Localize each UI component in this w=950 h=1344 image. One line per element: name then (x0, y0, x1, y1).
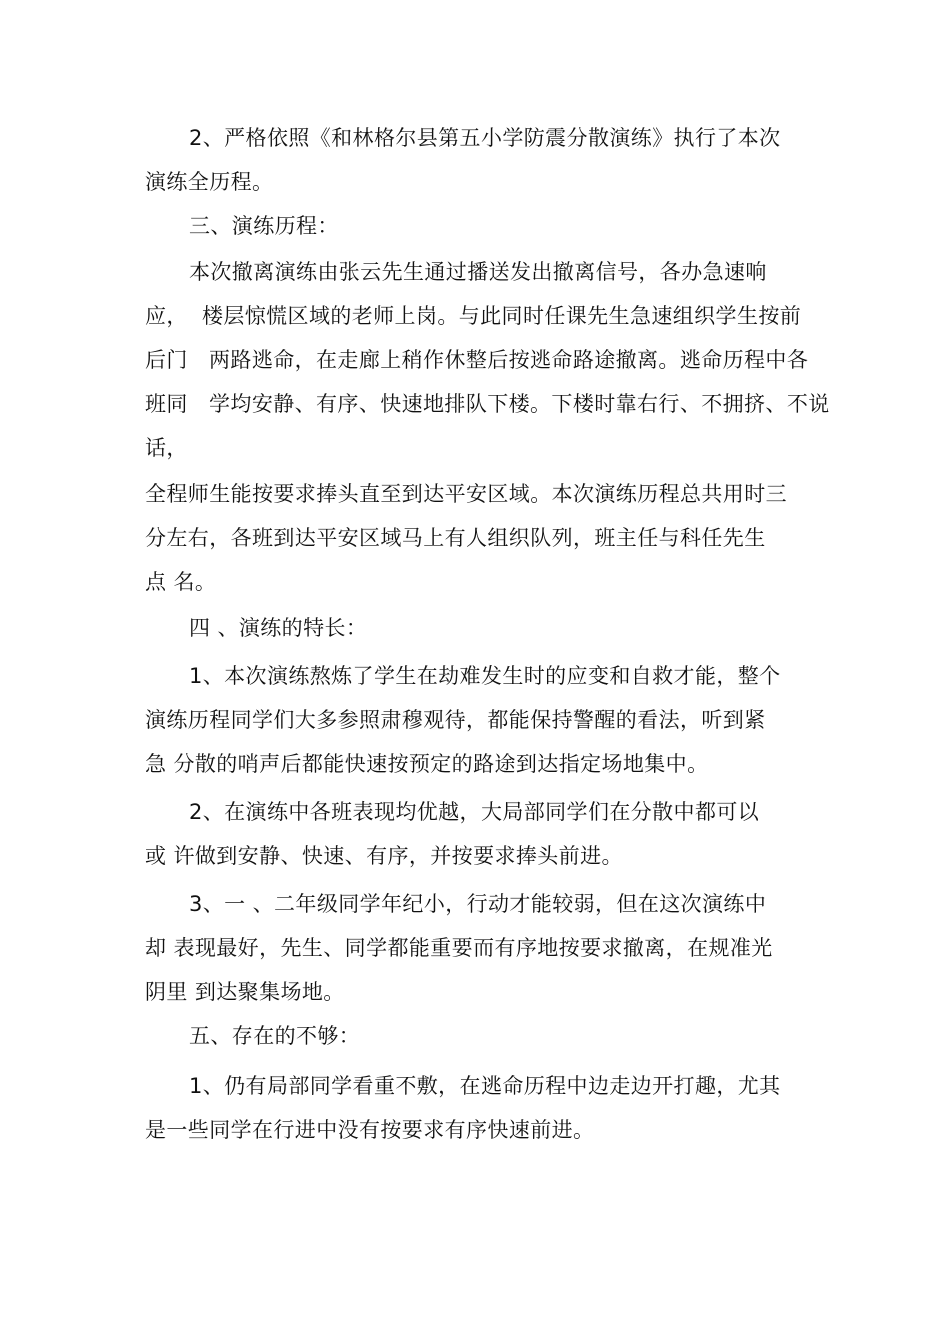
paragraph-line: 话， (145, 436, 188, 460)
paragraph-line: 或 许做到安静、快速、有序，并按要求捧头前进。 (145, 844, 623, 868)
paragraph-line: 点 名。 (145, 570, 217, 594)
paragraph-line: 2、在演练中各班表现均优越，大局部同学们在分散中都可以 (189, 800, 760, 824)
paragraph-line: 阴里 到达聚集场地。 (145, 980, 345, 1004)
paragraph-line: 本次撤离演练由张云先生通过播送发出撤离信号，各办急速响 (189, 260, 767, 284)
paragraph-line: 后门 两路逃命，在走廊上稍作休整后按逃命路途撤离。逃命历程中各 (145, 348, 809, 372)
paragraph-line: 演练历程同学们大多参照肃穆观待，都能保持警醒的看法，听到紧 (145, 708, 766, 732)
paragraph-line: 班同 学均安静、有序、快速地排队下楼。下楼时靠右行、不拥挤、不说 (145, 392, 830, 416)
paragraph-line: 急 分散的哨声后都能快速按预定的路途到达指定场地集中。 (145, 752, 709, 776)
paragraph-line: 却 表现最好，先生、同学都能重要而有序地按要求撤离，在规准光 (145, 936, 773, 960)
paragraph-line: 演练全历程。 (145, 170, 274, 194)
section-heading: 四 、演练的特长： (189, 616, 368, 640)
paragraph-line: 分左右，各班到达平安区域马上有人组织队列，班主任与科任先生 (145, 526, 766, 550)
paragraph-line: 全程师生能按要求捧头直至到达平安区域。本次演练历程总共用时三 (145, 482, 787, 506)
paragraph-line: 应， 楼层惊慌区域的老师上岗。与此同时任课先生急速组织学生按前 (145, 304, 802, 328)
paragraph-line: 1、本次演练熬炼了学生在劫难发生时的应变和自救才能，整个 (189, 664, 781, 688)
paragraph-line: 2、严格依照《和林格尔县第五小学防震分散演练》执行了本次 (189, 126, 781, 150)
paragraph-line: 1、仍有局部同学看重不敷，在逃命历程中边走边开打趣，尤其 (189, 1074, 781, 1098)
paragraph-line: 3、一 、二年级同学年纪小，行动才能较弱，但在这次演练中 (189, 892, 767, 916)
section-heading: 三、演练历程： (189, 214, 339, 238)
section-heading: 五、存在的不够： (189, 1024, 361, 1048)
paragraph-line: 是一些同学在行进中没有按要求有序快速前进。 (145, 1118, 595, 1142)
